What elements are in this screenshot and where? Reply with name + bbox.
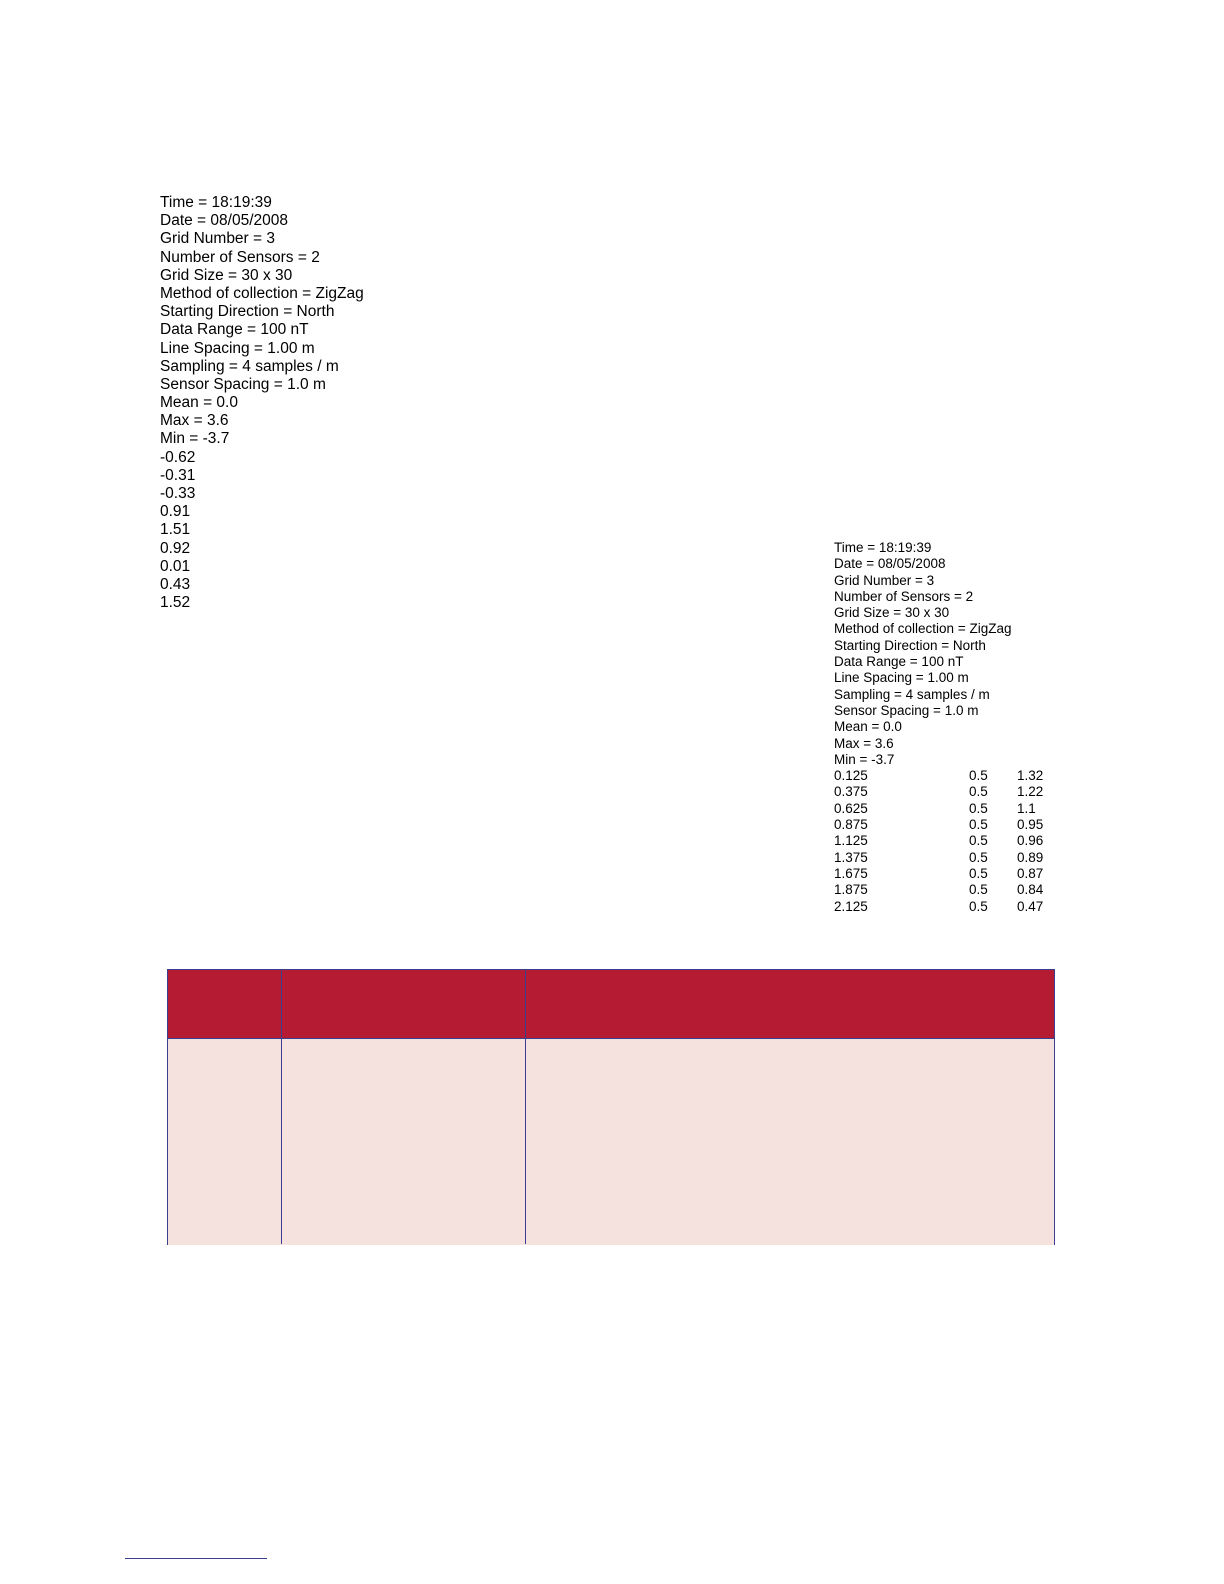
value-line: 0.92	[160, 539, 191, 557]
data-cell: 0.5	[969, 768, 988, 784]
header-line: Starting Direction = North	[160, 303, 335, 321]
data-cell: 0.125	[834, 768, 868, 784]
data-cell: 0.5	[969, 849, 988, 865]
header-line: Data Range = 100 nT	[160, 321, 309, 339]
table-body-row	[168, 1039, 1054, 1245]
header-line: Data Range = 100 nT	[834, 654, 964, 670]
value-line: -0.33	[160, 485, 196, 502]
header-line: Sampling = 4 samples / m	[834, 686, 990, 702]
right-data-block	[834, 540, 1044, 915]
header-line: Time = 18:19:39	[834, 540, 932, 555]
data-row	[834, 784, 1044, 800]
data-cell: 0.875	[834, 817, 868, 833]
data-cell: 0.625	[834, 800, 868, 816]
data-cell: 0.5	[969, 898, 988, 914]
value-line: 0.91	[160, 503, 191, 521]
value-line: 1.52	[160, 594, 191, 612]
data-cell: 0.84	[1017, 882, 1044, 898]
header-line: Time = 18:19:39	[160, 194, 272, 211]
data-row	[834, 800, 1036, 817]
header-line: Mean = 0.0	[834, 719, 902, 735]
data-cell: 0.5	[969, 833, 988, 849]
data-row	[834, 768, 1044, 784]
data-cell: 1.675	[834, 865, 868, 881]
data-row	[834, 849, 1044, 866]
data-cell: 0.47	[1017, 898, 1044, 914]
data-row	[834, 865, 1044, 882]
data-cell: 1.22	[1017, 784, 1044, 800]
header-line: Method of collection = ZigZag	[160, 284, 364, 302]
header-line: Number of Sensors = 2	[834, 588, 974, 604]
value-line: 0.01	[160, 557, 191, 575]
data-cell: 0.5	[969, 784, 988, 800]
data-cell: 0.89	[1017, 849, 1044, 865]
data-cell: 2.125	[834, 898, 868, 914]
data-row	[834, 882, 1044, 898]
value-line: 1.51	[160, 521, 191, 539]
header-line: Grid Size = 30 x 30	[160, 266, 293, 284]
data-cell: 0.95	[1017, 817, 1044, 833]
header-line: Number of Sensors = 2	[160, 248, 320, 266]
data-cell: 1.32	[1017, 768, 1044, 784]
header-line: Grid Number = 3	[834, 572, 935, 588]
data-cell: 0.96	[1017, 833, 1044, 849]
data-cell: 0.5	[969, 882, 988, 898]
data-cell: 0.87	[1017, 865, 1044, 881]
header-line: Date = 08/05/2008	[834, 556, 946, 572]
value-line: 0.43	[160, 575, 191, 593]
header-line: Min = -3.7	[160, 430, 230, 448]
header-line: Max = 3.6	[834, 735, 894, 751]
header-line: Min = -3.7	[834, 751, 895, 767]
table-row-divider	[168, 1038, 1054, 1039]
data-cell: 0.375	[834, 784, 868, 800]
data-row	[834, 898, 1044, 915]
data-cell: 0.5	[969, 800, 988, 816]
table-header-row	[168, 970, 1054, 1039]
table-column-divider	[525, 970, 526, 1244]
header-line: Method of collection = ZigZag	[834, 621, 1012, 637]
header-line: Date = 08/05/2008	[160, 212, 288, 230]
header-line: Sensor Spacing = 1.0 m	[160, 375, 326, 393]
data-cell: 0.5	[969, 865, 988, 881]
footnote-separator	[125, 1558, 267, 1559]
header-line: Max = 3.6	[160, 412, 229, 430]
header-line: Sampling = 4 samples / m	[160, 357, 339, 375]
data-row	[834, 833, 1044, 849]
header-line: Line Spacing = 1.00 m	[160, 339, 315, 357]
header-line: Grid Size = 30 x 30	[834, 605, 950, 621]
empty-table	[167, 969, 1055, 1245]
data-row	[834, 817, 1044, 833]
data-cell: 1.1	[1017, 800, 1036, 816]
value-line: -0.31	[160, 466, 196, 484]
header-line: Mean = 0.0	[160, 394, 238, 412]
data-cell: 1.125	[834, 833, 868, 849]
data-cell: 0.5	[969, 817, 988, 833]
table-column-divider	[281, 970, 282, 1244]
left-data-block	[160, 194, 364, 612]
header-line: Starting Direction = North	[834, 637, 986, 653]
value-line: -0.62	[160, 448, 196, 466]
data-cell: 1.375	[834, 849, 868, 865]
header-line: Grid Number = 3	[160, 230, 276, 248]
header-line: Line Spacing = 1.00 m	[834, 670, 969, 686]
header-line: Sensor Spacing = 1.0 m	[834, 702, 979, 718]
data-cell: 1.875	[834, 882, 868, 898]
